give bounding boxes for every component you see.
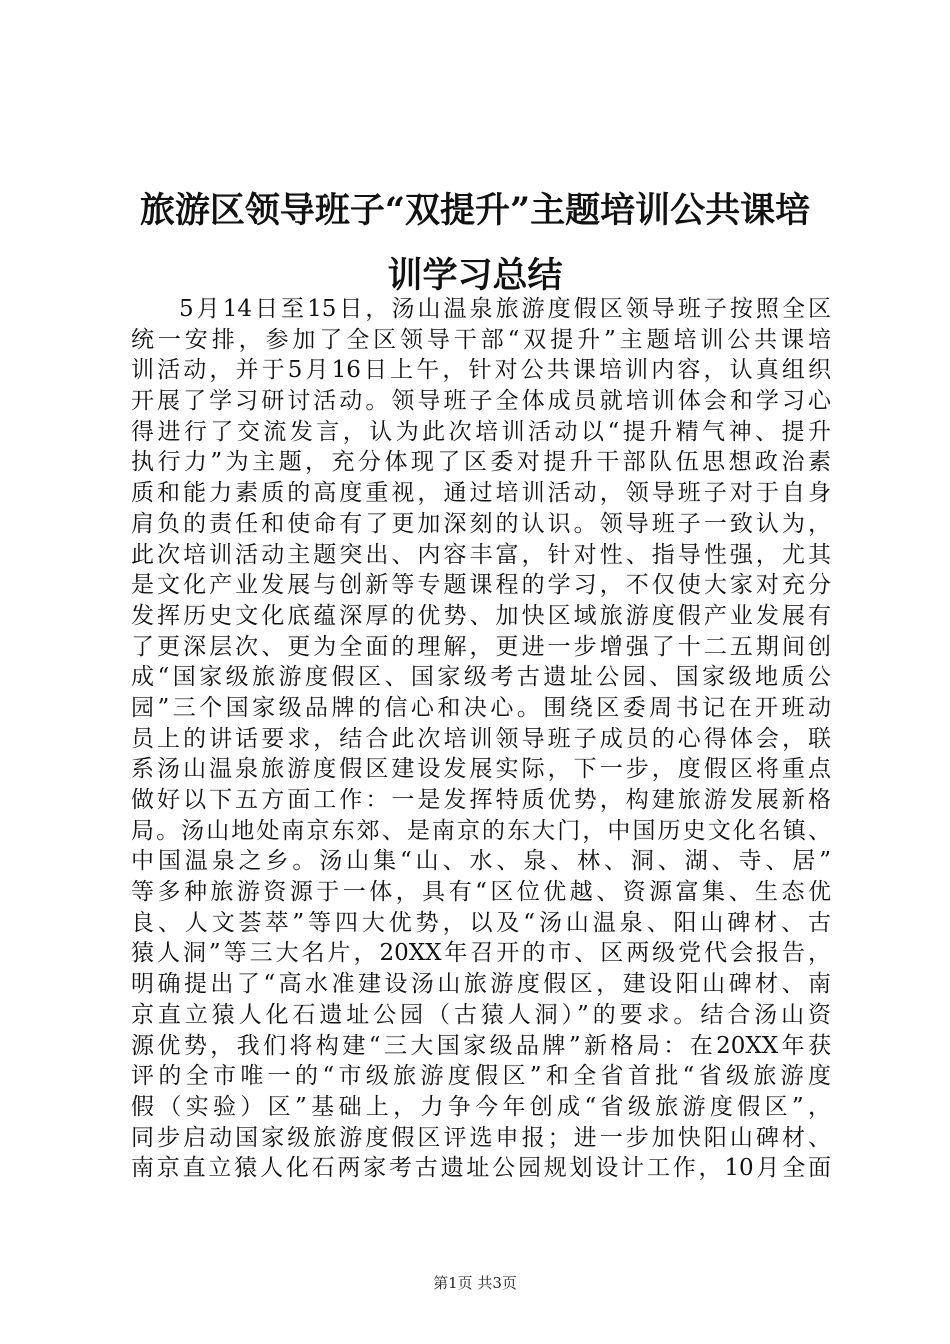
paragraph-line: 员上的讲话要求，结合此次培训领导班子成员的心得体会，联 (131, 725, 831, 752)
paragraph-line: 了更深层次、更为全面的理解，更进一步增强了十二五期间创 (131, 633, 831, 660)
paragraph-line: 京直立猿人化石遗址公园（古猿人洞）”的要求。结合汤山资 (131, 1001, 831, 1028)
document-body (131, 294, 831, 1184)
document-title-line-1: 旅游区领导班子“双提升”主题培训公共课培 (139, 190, 811, 231)
paragraph-line: 发挥历史文化底蕴深厚的优势、加快区域旅游度假产业发展有 (131, 602, 831, 629)
paragraph-line: 开展了学习研讨活动。领导班子全体成员就培训体会和学习心 (131, 388, 831, 415)
paragraph-line: 执行力”为主题，充分体现了区委对提升干部队伍思想政治素 (131, 449, 831, 476)
paragraph-line: 源优势，我们将构建“三大国家级品牌”新格局：在20XX年获 (131, 1032, 832, 1059)
paragraph-line: 质和能力素质的高度重视，通过培训活动，领导班子对于自身 (131, 480, 831, 507)
paragraph-line: 局。汤山地处南京东郊、是南京的东大门，中国历史文化名镇、 (131, 817, 831, 844)
paragraph-line: 南京直立猿人化石两家考古遗址公园规划设计工作，10月全面 (131, 1155, 831, 1182)
paragraph-line: 良、人文荟萃”等四大优势，以及“汤山温泉、阳山碑材、古 (131, 909, 831, 936)
paragraph-line: 得进行了交流发言，认为此次培训活动以“提升精气神、提升 (131, 418, 831, 445)
paragraph-line: 此次培训活动主题突出、内容丰富，针对性、指导性强，尤其 (131, 541, 831, 568)
paragraph-line: 明确提出了“高水准建设汤山旅游度假区，建设阳山碑材、南 (131, 971, 831, 998)
paragraph-line: 训活动，并于5月16日上午，针对公共课培训内容，认真组织 (131, 357, 831, 384)
paragraph-line: 假（实验）区”基础上，力争今年创成“省级旅游度假区”， (131, 1093, 831, 1120)
paragraph-line: 猿人洞”等三大名片，20XX年召开的市、区两级党代会报告， (131, 940, 831, 967)
paragraph-line: 评的全市唯一的“市级旅游度假区”和全省首批“省级旅游度 (131, 1063, 831, 1090)
document-title-line-2: 训学习总结 (387, 255, 563, 296)
paragraph-line: 是文化产业发展与创新等专题课程的学习，不仅使大家对充分 (131, 572, 831, 599)
paragraph-line: 肩负的责任和使命有了更加深刻的认识。领导班子一致认为， (131, 510, 831, 537)
paragraph-line: 同步启动国家级旅游度假区评选申报；进一步加快阳山碑材、 (131, 1124, 831, 1151)
page-number-footer: 第1页 共3页 (433, 1274, 517, 1292)
paragraph-line: 成“国家级旅游度假区、国家级考古遗址公园、国家级地质公 (131, 664, 831, 691)
paragraph-line: 等多种旅游资源于一体，具有“区位优越、资源富集、生态优 (131, 879, 831, 906)
paragraph-line: 做好以下五方面工作：一是发挥特质优势，构建旅游发展新格 (131, 787, 831, 813)
paragraph-line: 5月14日至15日，汤山温泉旅游度假区领导班子按照全区 (179, 296, 831, 322)
paragraph-line: 中国温泉之乡。汤山集“山、水、泉、林、洞、湖、寺、居” (131, 848, 831, 875)
paragraph-line: 统一安排，参加了全区领导干部“双提升”主题培训公共课培 (131, 326, 831, 353)
paragraph-line: 系汤山温泉旅游度假区建设发展实际，下一步，度假区将重点 (131, 756, 831, 783)
paragraph-line: 园”三个国家级品牌的信心和决心。围绕区委周书记在开班动 (131, 694, 831, 721)
